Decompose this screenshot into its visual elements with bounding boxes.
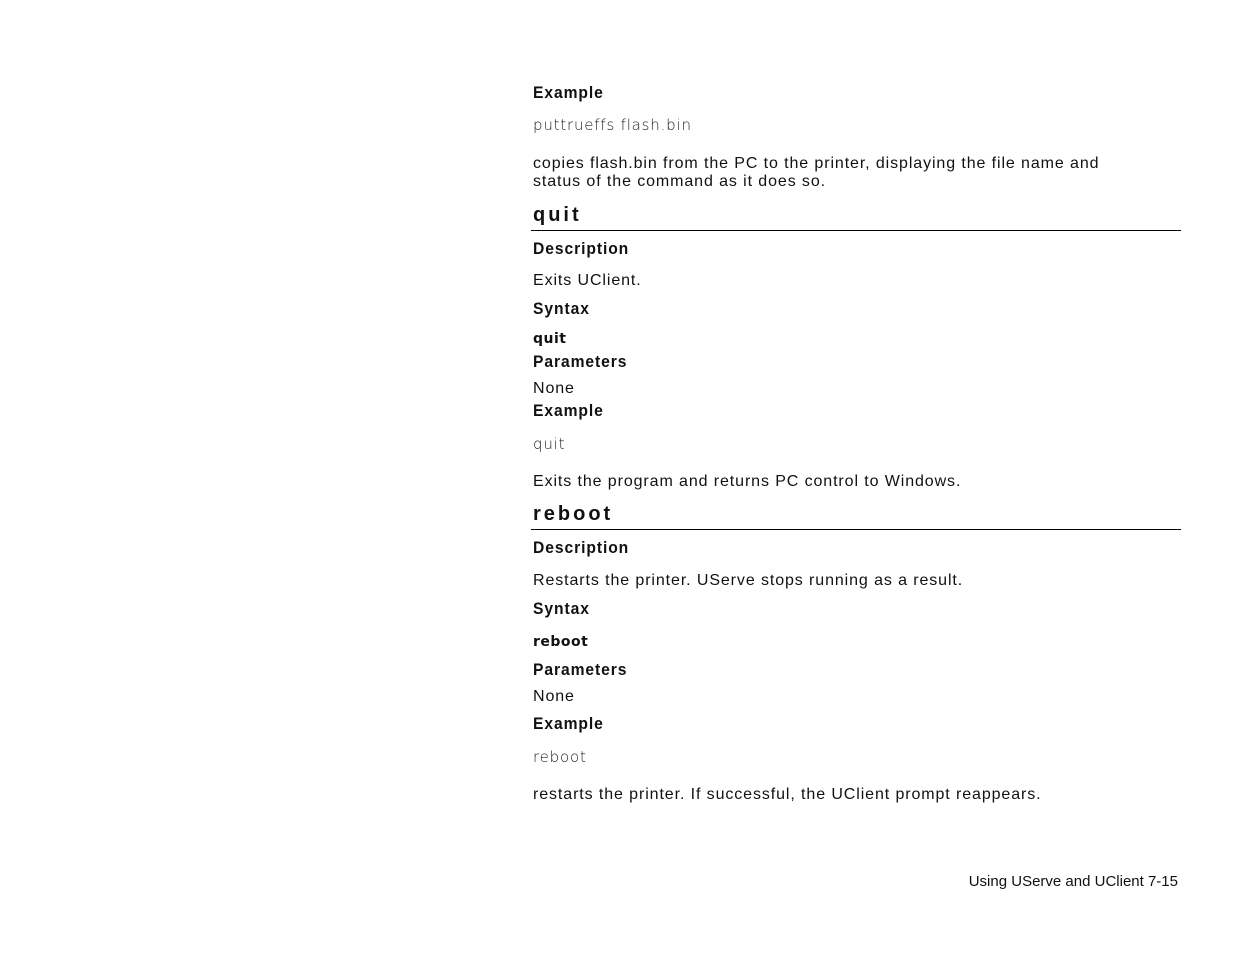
description-heading: Description <box>533 538 630 557</box>
syntax-text: quit <box>533 331 567 347</box>
section-divider <box>531 230 1181 231</box>
parameters-heading: Parameters <box>533 352 628 371</box>
description-heading: Description <box>533 239 630 258</box>
example-description: restarts the printer. If successful, the UClient prompt reappears. <box>533 786 1042 803</box>
example-description-line: copies flash.bin from the PC to the printer, displaying the file name and <box>533 155 1100 172</box>
syntax-text: reboot <box>533 634 589 650</box>
parameters-text: None <box>533 688 575 705</box>
example-description: Exits the program and returns PC control to Windows. <box>533 473 962 490</box>
example-heading: Example <box>533 401 604 420</box>
syntax-heading: Syntax <box>533 299 590 318</box>
example-code: quit <box>533 435 566 453</box>
example-code: puttrueffs flash.bin <box>533 116 692 134</box>
command-title-reboot: reboot <box>533 503 614 525</box>
description-text: Restarts the printer. UServe stops running as a result. <box>533 572 964 589</box>
section-divider <box>531 529 1181 530</box>
example-heading: Example <box>533 83 604 102</box>
syntax-heading: Syntax <box>533 599 590 618</box>
example-description-line: status of the command as it does so. <box>533 173 826 190</box>
example-heading: Example <box>533 714 604 733</box>
page-footer: Using UServe and UClient 7-15 <box>968 873 1178 890</box>
parameters-text: None <box>533 380 575 397</box>
command-title-quit: quit <box>533 204 582 226</box>
description-text: Exits UClient. <box>533 272 642 289</box>
parameters-heading: Parameters <box>533 660 628 679</box>
example-code: reboot <box>533 748 587 766</box>
